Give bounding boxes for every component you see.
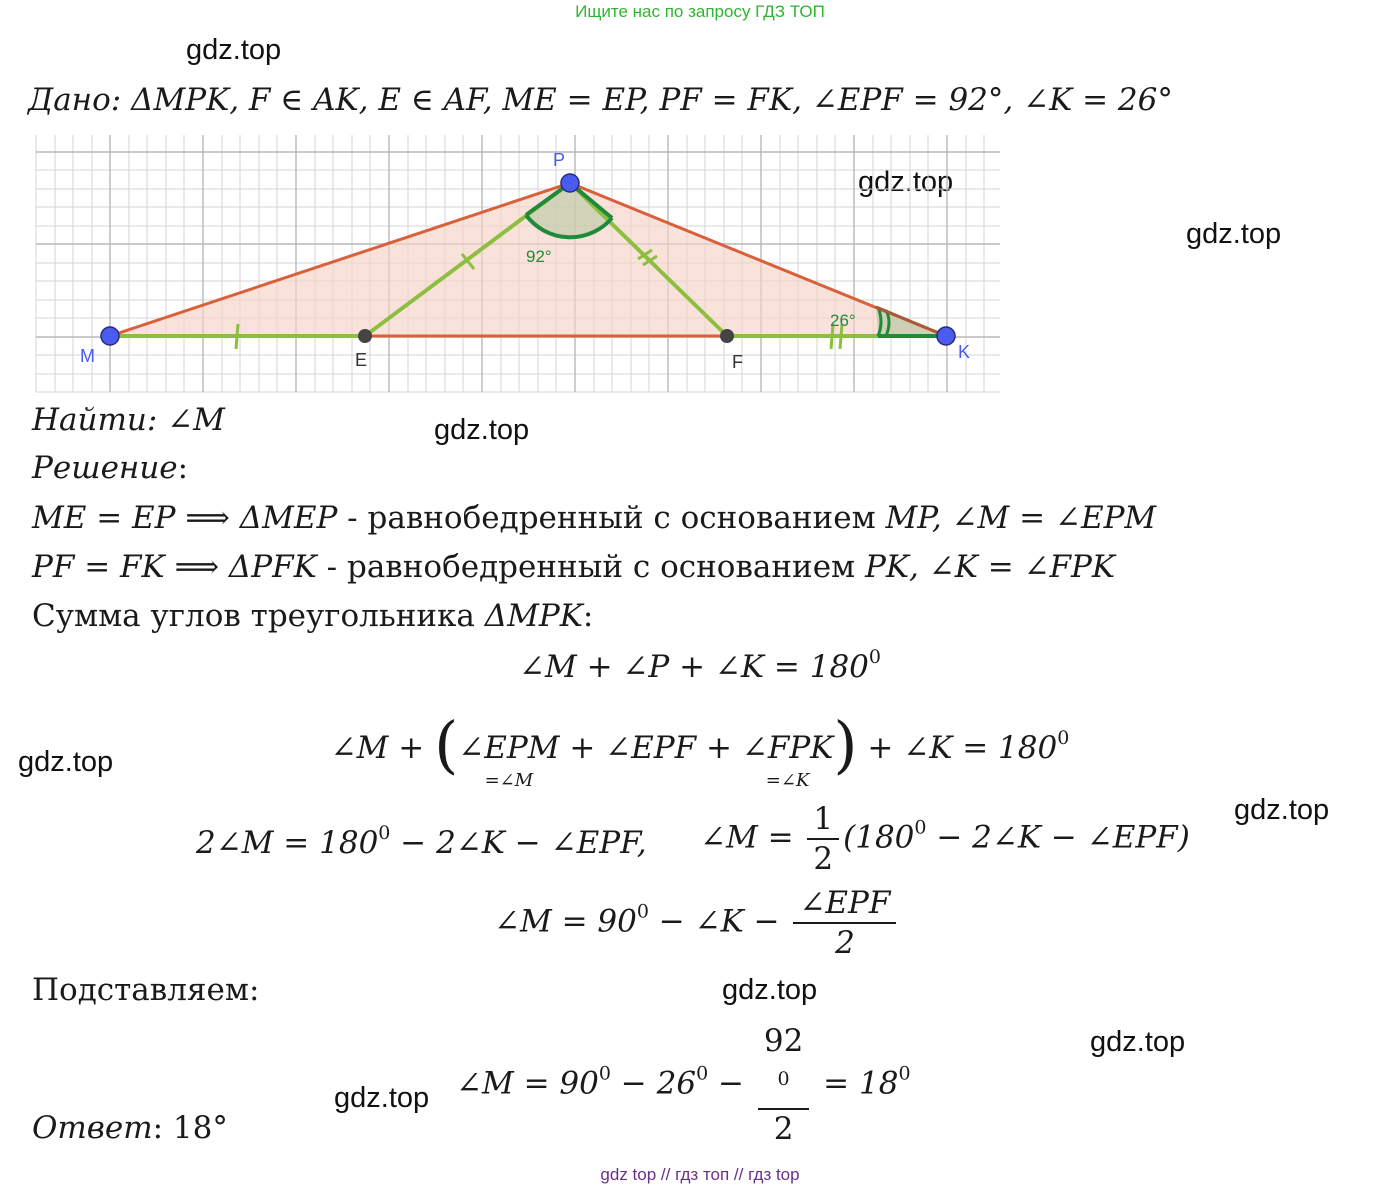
given-text: : ΔMPK, F ∈ AK, E ∈ AF, ME = EP, PF = FK, ∠EPF = 92°, ∠K = 26° (110, 82, 1173, 118)
eq2-e: + ∠K = 180 (857, 730, 1058, 766)
eq5-den: 2 (773, 1111, 794, 1147)
sum-text: Сумма углов треугольника (32, 598, 485, 634)
answer-label: Ответ (32, 1110, 153, 1146)
point-k (937, 327, 955, 345)
point-p (561, 174, 579, 192)
paren-open: ( (434, 708, 459, 781)
eq4-fraction (793, 884, 896, 962)
sum-colon: : (582, 598, 594, 634)
eq2-sup: 0 (1057, 727, 1070, 749)
find-line (32, 402, 225, 438)
eq1-sup: 0 (868, 646, 881, 668)
eq5-fraction (758, 1022, 809, 1148)
given-label: Дано (28, 82, 111, 118)
top-banner: Ищите нас по запросу ГДЗ ТОП (575, 2, 825, 21)
eq3-frac-den: 2 (813, 841, 834, 877)
eq3-right-b: (180 (843, 819, 915, 856)
watermark: gdz.top (858, 166, 954, 198)
eq2-d-under: =∠K (765, 770, 810, 791)
watermark: gdz.top (1234, 794, 1330, 826)
find-text: : ∠M (146, 402, 225, 438)
eq4-den: 2 (835, 925, 855, 961)
eq4-a: ∠M = 90 (494, 903, 637, 940)
eq4-num: ∠EPF (793, 884, 896, 924)
watermark: gdz.top (434, 414, 530, 446)
answer-line (32, 1110, 228, 1146)
watermark: gdz.top (1090, 1026, 1186, 1058)
geometry-figure (0, 0, 1400, 400)
eq2-d: ∠FPK (741, 730, 834, 766)
line2-text: - равнобедренный с основанием (316, 549, 866, 585)
eq1-body: ∠M + ∠P + ∠K = 180 (519, 649, 869, 685)
eq4-sup: 0 (636, 900, 649, 923)
answer-text: : 18° (152, 1110, 228, 1146)
watermark: gdz.top (334, 1082, 430, 1114)
eq2-brace-epm (458, 730, 560, 791)
label-p: P (553, 150, 566, 170)
label-k: K (958, 342, 971, 362)
eq3-right-a: ∠M = (700, 819, 804, 856)
eq3-right-sup: 0 (914, 816, 927, 839)
watermark: gdz.top (1186, 218, 1282, 250)
equation-4 (494, 884, 900, 962)
solution-line-1 (32, 500, 1156, 536)
eq5-num-wrap (758, 1022, 809, 1110)
eq2-c: + ∠EPF + (559, 730, 742, 766)
eq5-b: − 26 (610, 1065, 697, 1102)
equation-1 (0, 646, 1400, 685)
label-m: M (80, 346, 95, 366)
eq5-num-sup: 0 (777, 1068, 790, 1090)
equation-3-right (700, 800, 1190, 878)
line2-tail: PK, ∠K = ∠FPK (865, 549, 1116, 585)
solution-line-2 (32, 549, 1115, 585)
equation-3-left (196, 822, 647, 861)
line2-math: PF = FK ⟹ ΔPFK (32, 549, 317, 585)
substitute-line: Подставляем: (32, 972, 260, 1008)
line1-text: - равнобедренный с основанием (337, 500, 886, 536)
sum-line (32, 598, 593, 634)
footer: gdz top // гдз топ // гдз top (600, 1165, 800, 1184)
eq5-c: − (708, 1065, 754, 1102)
watermark: gdz.top (186, 34, 282, 66)
eq2-b-under: =∠M (484, 770, 534, 791)
find-label: Найти (32, 402, 147, 438)
eq3-left-sup: 0 (378, 822, 391, 844)
eq5-sup-3: 0 (898, 1062, 911, 1085)
eq2-brace-fpk (741, 730, 834, 791)
eq2-b: ∠EPM (458, 730, 560, 766)
point-m (101, 327, 119, 345)
sum-triangle: ΔMPK (484, 598, 583, 634)
tick-mark-me (236, 324, 238, 349)
line1-math: ME = EP ⟹ ΔMEP (32, 500, 338, 536)
eq3-fraction (807, 800, 839, 878)
eq5-a: ∠M = 90 (456, 1065, 599, 1102)
watermark: gdz.top (18, 746, 114, 778)
paren-close: ) (833, 708, 858, 781)
line1-tail: MP, ∠M = ∠EPM (885, 500, 1157, 536)
equation-2 (0, 708, 1400, 791)
eq4-b: − ∠K − (648, 903, 790, 940)
equation-5 (456, 1022, 911, 1148)
solution-colon: : (177, 450, 189, 486)
watermark: gdz.top (722, 974, 818, 1006)
solution-label: Решение (32, 450, 178, 486)
angle-k-label: 26° (830, 311, 856, 330)
solution-heading (32, 450, 188, 486)
point-e (358, 329, 372, 343)
eq5-d: = 18 (813, 1065, 899, 1102)
eq2-a: ∠M + (330, 730, 435, 766)
eq3-left-tail: − 2∠K − ∠EPF, (390, 825, 647, 861)
point-f (720, 329, 734, 343)
angle-p-label: 92° (526, 247, 552, 266)
eq3-frac-num: 1 (807, 800, 839, 840)
eq3-left: 2∠M = 180 (196, 825, 379, 861)
eq5-num: 92 (763, 1023, 804, 1059)
eq5-sup-2: 0 (696, 1062, 709, 1085)
label-e: E (355, 350, 368, 370)
eq5-sup-1: 0 (598, 1062, 611, 1085)
label-f: F (732, 352, 743, 372)
eq3-right-c: − 2∠K − ∠EPF) (926, 819, 1190, 856)
